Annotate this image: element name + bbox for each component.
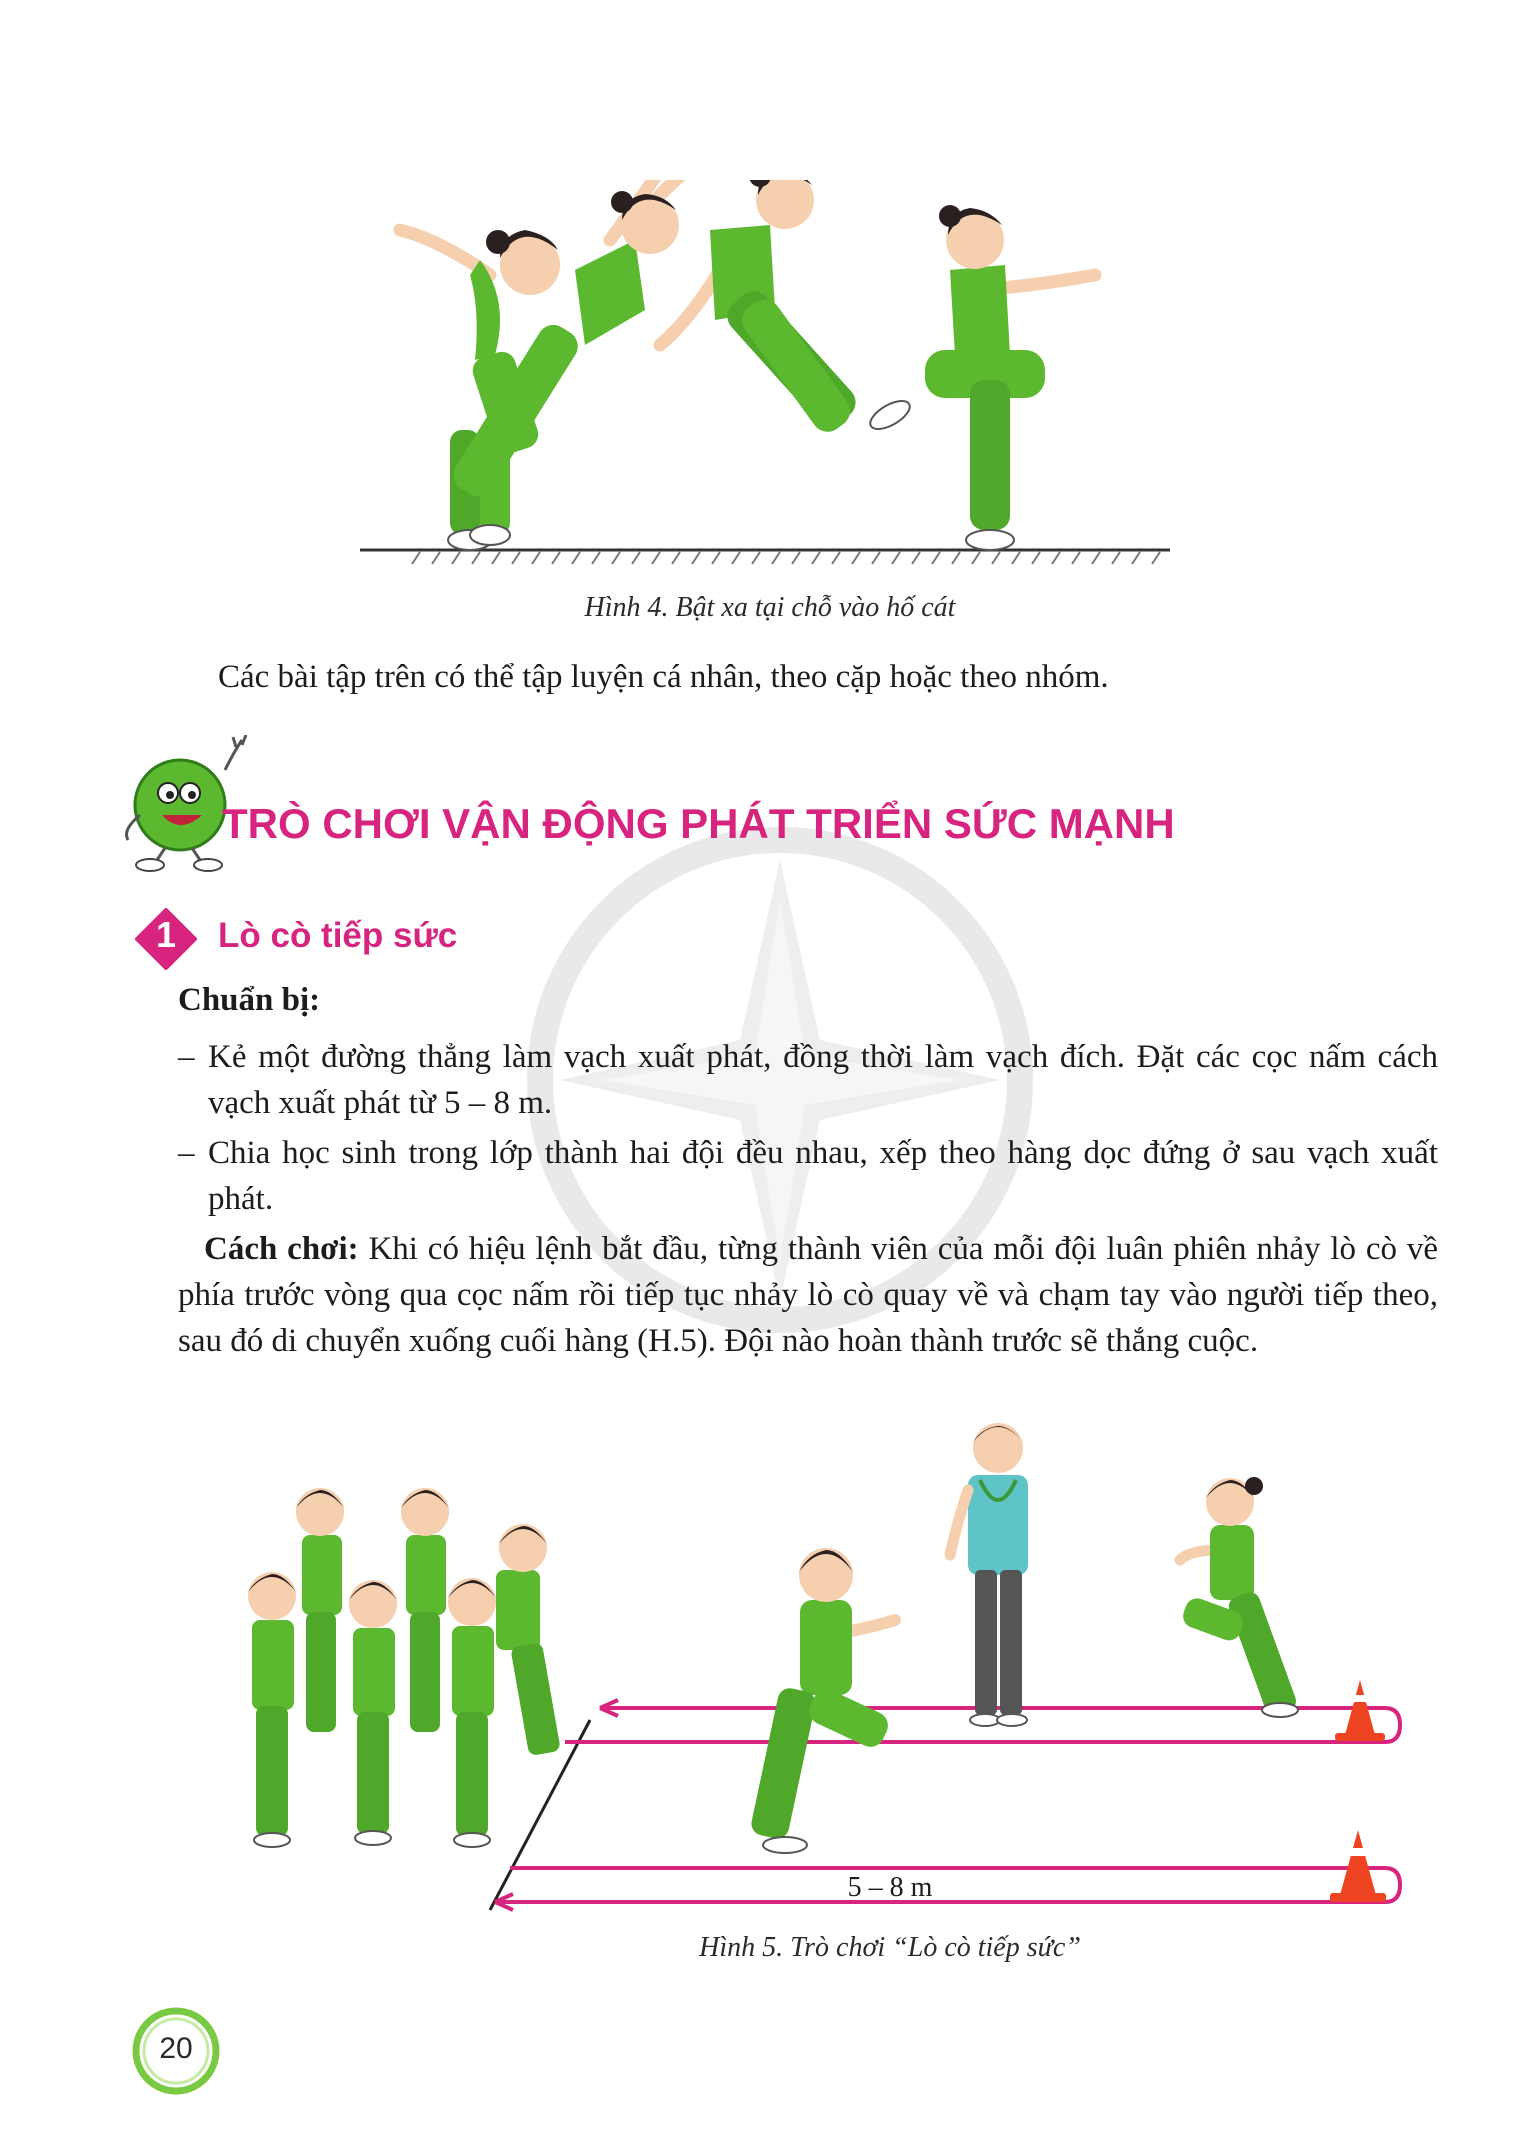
- prep-item: [178, 1130, 1438, 1222]
- section-title: TRÒ CHƠI VẬN ĐỘNG PHÁT TRIỂN SỨC MẠNH: [222, 800, 1175, 847]
- rules-label: Cách chơi:: [204, 1231, 359, 1267]
- prep-item: [178, 1034, 1438, 1126]
- intro-sentence: Các bài tập trên có thể tập luyện cá nhân, theo cặp hoặc theo nhóm.: [218, 659, 1109, 695]
- game-number: 1: [155, 914, 177, 955]
- figure-5-caption: Hình 5. Trò chơi “Lò cò tiếp sức”: [699, 1932, 1081, 1963]
- figure-5-illustration: [220, 1390, 1420, 1930]
- prep-heading: Chuẩn bị:: [178, 982, 321, 1018]
- bullet-dash: –: [178, 1039, 195, 1075]
- distance-label: 5 – 8 m: [847, 1872, 933, 1903]
- prep-item-text: Chia học sinh trong lớp thành hai đội đều nhau, xếp theo hàng dọc đứng ở sau vạch xuất phát.: [208, 1135, 1438, 1217]
- prep-item-text: Kẻ một đường thẳng làm vạch xuất phát, đồng thời làm vạch đích. Đặt các cọc nấm cách vạch xuất phát từ 5 – 8 m.: [208, 1039, 1438, 1121]
- rules-paragraph: [178, 1226, 1438, 1364]
- rules-text: Khi có hiệu lệnh bắt đầu, từng thành viên của mỗi đội luân phiên nhảy lò cò về phía trước vòng qua cọc nấm rồi tiếp tục nhảy lò cò quay về và chạm tay vào người tiếp theo, sau đó di chuyển xuống cuối hàng (H.5). Đội nào hoàn thành trước sẽ thắng cuộc.: [178, 1231, 1438, 1359]
- page-number: 20: [159, 2032, 193, 2065]
- game-title: Lò cò tiếp sức: [218, 916, 458, 955]
- traffic-cone-icon: [1335, 1680, 1385, 1741]
- bullet-dash: –: [178, 1135, 195, 1171]
- figure-4-illustration: [360, 180, 1180, 580]
- figure-4-caption: Hình 4. Bật xa tại chỗ vào hố cát: [584, 592, 956, 623]
